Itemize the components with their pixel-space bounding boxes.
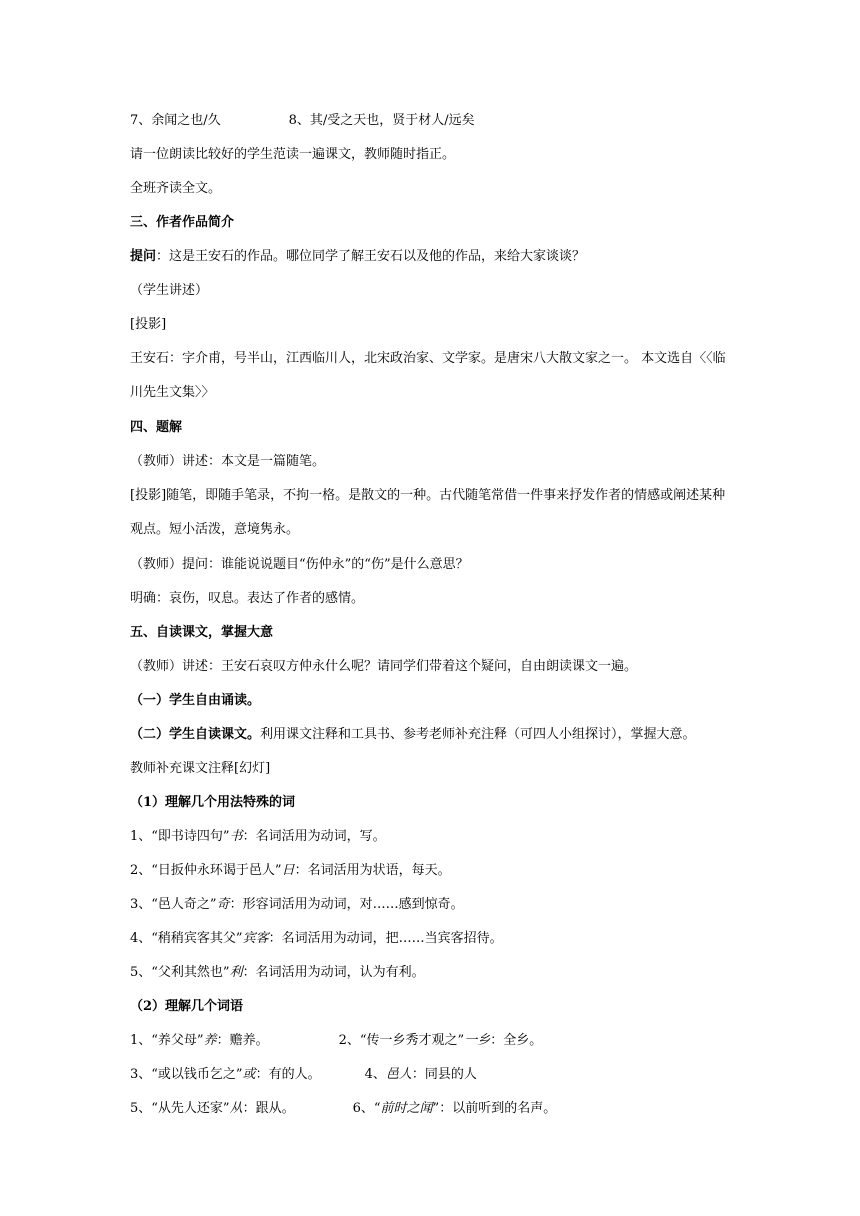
word-note-5 (130, 964, 735, 981)
step-self-reading-label: （二）学生自读课文。 (130, 727, 261, 742)
question-label: 提问 (130, 249, 157, 264)
subheading-special-words: （1）理解几个用法特殊的词 (130, 795, 296, 810)
vocab-quote: 5、“从先人还家” (130, 1101, 230, 1116)
reading-pause-line (130, 112, 735, 129)
vocab-quote: 2、“传一乡秀才观之” (338, 1033, 465, 1048)
vocab-meaning: ”：以前听到的名声。 (432, 1101, 557, 1116)
teacher-notes-heading: 教师补充课文注释[幻灯] (130, 761, 271, 776)
word-note-1 (130, 828, 735, 845)
projection-tag: [投影] (130, 317, 167, 332)
vocab-term: 养 (203, 1033, 217, 1048)
teacher-lecture-2: （教师）讲述：王安石哀叹方仲永什么呢？请同学们带着这个疑问，自由朗读课文一遍。 (130, 659, 638, 674)
essay-definition: [投影]随笔，即随手笔录，不拘一格。是散文的一种。古代随笔常借一件事来抒发作者的情感或阐述某种观点。短小活泼，意境隽永。 (130, 488, 726, 537)
vocab-meaning: ：跟从。 (242, 1101, 295, 1116)
paragraph-model-reading: 请一位朗读比较好的学生范读一遍课文，教师随时指正。 (130, 147, 456, 162)
section-heading-author: 三、作者作品简介 (130, 215, 235, 230)
word-note-quote: 5、“父利其然也” (130, 965, 230, 980)
pause-item-7: 7、余闻之也/久 (130, 113, 221, 128)
word-note-meaning: ：形容词活用为动词，对……感到惊奇。 (229, 897, 464, 912)
vocab-quote: 6、“ (352, 1101, 381, 1116)
vocab-meaning: ：有的人。 (255, 1067, 321, 1082)
vocab-quote: 3、“或以钱币乞之” (130, 1067, 243, 1082)
word-note-3 (130, 896, 735, 913)
teacher-lecture: （教师）讲述：本文是一篇随笔。 (130, 454, 326, 469)
word-note-term: 书 (229, 829, 243, 844)
vocab-row-2 (130, 1066, 735, 1083)
vocab-row-1 (130, 1032, 735, 1049)
word-note-term: 奇 (216, 897, 230, 912)
vocab-term: 一乡 (464, 1033, 491, 1048)
word-note-meaning: ：名词活用为状语，每天。 (294, 863, 451, 878)
step-self-reading (130, 726, 735, 743)
question-text: ：这是王安石的作品。哪位同学了解王安石以及他的作品，来给大家谈谈？ (156, 249, 586, 264)
word-note-4 (130, 930, 735, 947)
word-note-quote: 2、“日扳仲永环谒于邑人” (130, 863, 282, 878)
vocab-term: 从 (229, 1101, 243, 1116)
paragraph-class-reading: 全班齐读全文。 (130, 181, 222, 196)
step-self-reading-text: 利用课文注释和工具书、参考老师补充注释（可四人小组探讨），掌握大意。 (260, 727, 696, 742)
word-note-quote: 4、“稍稍宾客其父” (130, 931, 243, 946)
word-note-quote: 1、“即书诗四句” (130, 829, 230, 844)
question-line (130, 248, 735, 265)
vocab-quote: 4、 (364, 1067, 386, 1082)
word-note-2 (130, 862, 735, 879)
word-note-meaning: ：名词活用为动词，认为有利。 (242, 965, 425, 980)
word-note-meaning: ：名词活用为动词，把……当宾客招待。 (268, 931, 503, 946)
word-note-quote: 3、“邑人奇之” (130, 897, 217, 912)
document-page (130, 112, 735, 1134)
answer-line: 明确：哀伤，叹息。表达了作者的感情。 (130, 591, 365, 606)
vocab-term: 邑人 (385, 1067, 412, 1082)
subheading-vocabulary: （2）理解几个词语 (130, 999, 244, 1014)
vocab-meaning: ：赡养。 (216, 1033, 269, 1048)
section-heading-title: 四、题解 (130, 420, 183, 435)
word-note-term: 宾客 (242, 931, 269, 946)
author-intro: 王安石：字介甫，号半山，江西临川人，北宋政治家、文学家。是唐宋八大散文家之一。 本文选自〈〈临川先生文集〉〉 (130, 351, 726, 400)
word-note-meaning: ：名词活用为动词，写。 (242, 829, 386, 844)
step-free-reading: （一）学生自由诵读。 (130, 693, 261, 708)
vocab-term: 或 (242, 1067, 256, 1082)
pause-item-8: 8、其/受之天也，贤于材人/远矣 (288, 113, 475, 128)
vocab-meaning: ：全乡。 (490, 1033, 543, 1048)
vocab-row-3 (130, 1100, 735, 1117)
word-note-term: 利 (229, 965, 243, 980)
word-note-term: 日 (281, 863, 295, 878)
vocab-meaning: ：同县的人 (411, 1067, 477, 1082)
vocab-term: 前时之闻 (380, 1101, 433, 1116)
teacher-question: （教师）提问：谁能说说题目“伤仲永”的“伤”是什么意思？ (130, 557, 469, 572)
section-heading-reading: 五、自读课文，掌握大意 (130, 625, 274, 640)
student-note: （学生讲述） (130, 283, 209, 298)
vocab-quote: 1、“养父母” (130, 1033, 204, 1048)
